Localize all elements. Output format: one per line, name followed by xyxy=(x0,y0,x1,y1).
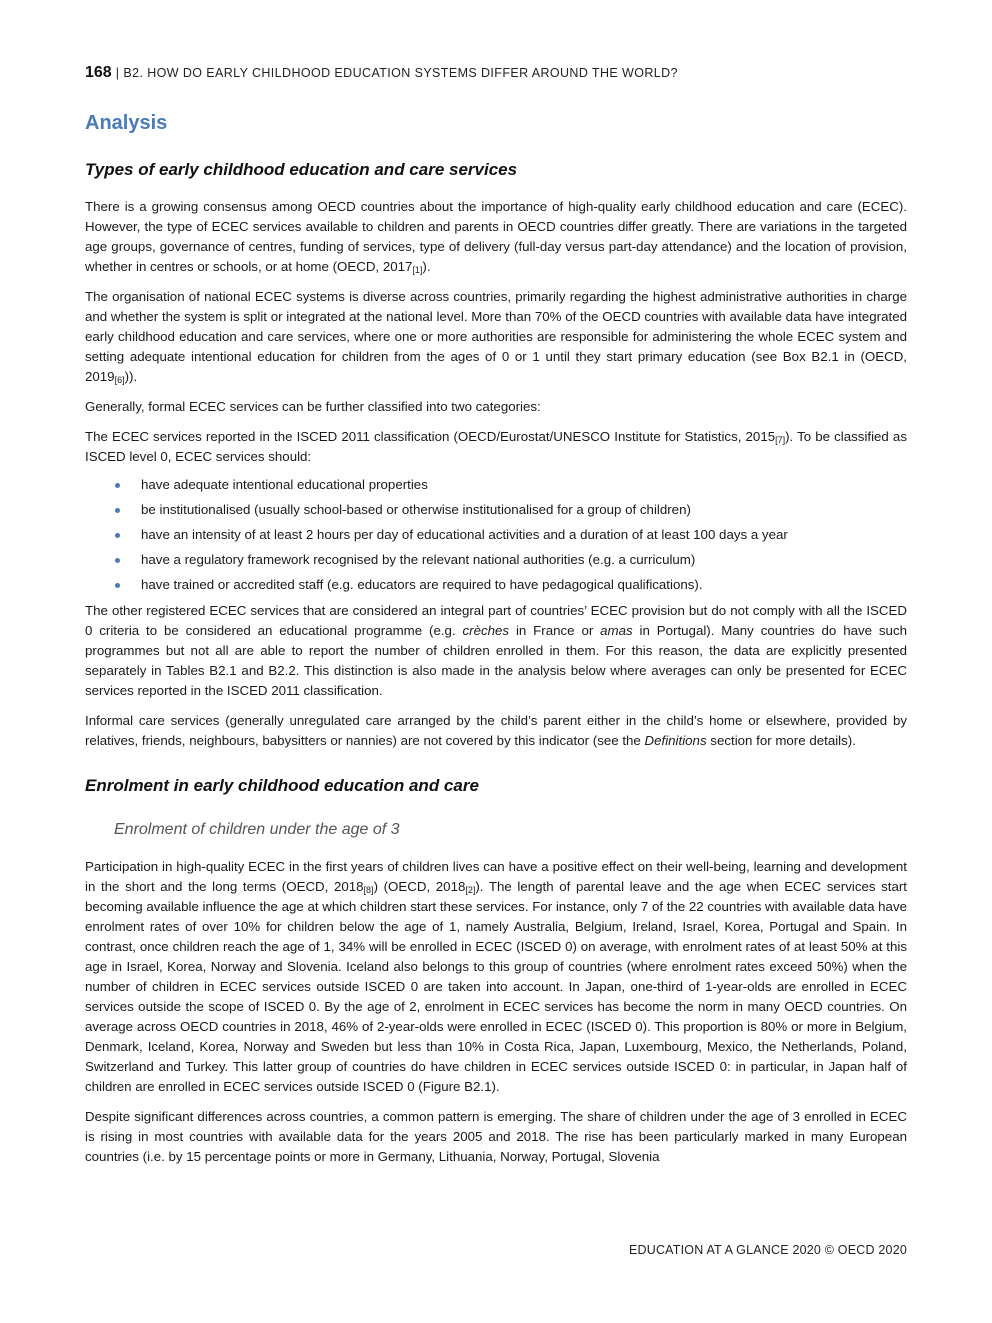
paragraph-text: There is a growing consensus among OECD countries about the importance of high-quality early childhood education and care (ECEC). However, the type of ECEC services available to children and parents in OECD countries differ greatly. There are variations in the targeted age groups, governance of centres, funding of services, type of delivery (full-day versus part-day attendance) and the location of provision, whether in centres or schools, or at home (OECD, 2017 xyxy=(85,199,907,274)
subsection-heading: Enrolment of children under the age of 3 xyxy=(114,821,400,838)
list-item-text: have trained or accredited staff (e.g. educators are required to have pedagogical qualifications). xyxy=(141,577,703,592)
section-heading-enrolment: Enrolment in early childhood education and care xyxy=(85,776,479,795)
paragraph: Generally, formal ECEC services can be further classified into two categories: xyxy=(85,399,541,414)
bullet-icon xyxy=(115,558,120,563)
bullet-icon xyxy=(115,508,120,513)
paragraph-text: section for more details). xyxy=(706,733,856,748)
paragraph xyxy=(85,287,907,387)
paragraph-text: The organisation of national ECEC systems is diverse across countries, primarily regarding the highest administrative authorities in charge and whether the system is split or integrated at the national level. More than 70% of the OECD countries with available data have integrated early childhood education and care services, where one or more authorities are responsible for administering the whole ECEC system and setting adequate intentional education for children from the ages of 0 or 1 until they start primary education (see Box B2.1 in (OECD, 2019 xyxy=(85,289,907,384)
list-item-text: have adequate intentional educational properties xyxy=(141,477,428,492)
italic-term: Definitions xyxy=(644,733,707,748)
list-item-text: have a regulatory framework recognised by the relevant national authorities (e.g. a curriculum) xyxy=(141,552,696,567)
list-item xyxy=(85,500,907,520)
list-item xyxy=(85,525,907,545)
chapter-title: B2. HOW DO EARLY CHILDHOOD EDUCATION SYSTEMS DIFFER AROUND THE WORLD? xyxy=(123,66,678,80)
analysis-heading: Analysis xyxy=(85,112,168,134)
paragraph-text: ). To be classified as ISCED level 0, ECEC services should: xyxy=(85,429,907,464)
paragraph-text: The ECEC services reported in the ISCED 2011 classification (OECD/Eurostat/UNESCO Institute for Statistics, 2015 xyxy=(85,429,776,444)
paragraph xyxy=(85,601,907,701)
list-item-text: have an intensity of at least 2 hours per day of educational activities and a duration of at least 100 days a year xyxy=(141,527,788,542)
paragraph-text: )). xyxy=(124,369,138,384)
paragraph-text: Informal care services (generally unregulated care arranged by the child’s parent either in the child’s home or elsewhere, provided by relatives, friends, neighbours, babysitters or nannies) are not covered by this indicator (see the xyxy=(85,713,907,748)
paragraph xyxy=(85,857,907,1097)
reference-link[interactable]: [7] xyxy=(775,435,786,445)
reference-link[interactable]: [8] xyxy=(363,885,374,895)
bullet-icon xyxy=(115,533,120,538)
paragraph-text: Participation in high-quality ECEC in the first years of children lives can have a positive effect on their well-being, learning and development in the short and the long terms (OECD, 2018 xyxy=(85,859,907,894)
italic-term: amas xyxy=(600,623,633,638)
paragraph-text: ). The length of parental leave and the age when ECEC services start becoming available influence the age at which children start these services. For instance, only 7 of the 22 countries with available data have enrolment rates of over 10% for children below the age of 1, namely Australia, Belgium, Ireland, Israel, Korea, Portugal and Spain. In contrast, once children reach the age of 1, 34% will be enrolled in ECEC (ISCED 0) on average, with enrolment rates of at least 50% at this age in Israel, Korea, Norway and Slovenia. Iceland also belongs to this group of countries (where enrolment rates exceed 50%) when the number of children in ECEC services outside ISCED 0 are taken into account. In Japan, one-third of 1-year-olds are enrolled in ECEC services outside the scope of ISCED 0. By the age of 2, enrolment in ECEC services has become the norm in many OECD countries. On average across OECD countries in 2018, 46% of 2-year-olds were enrolled in ECEC (ISCED 0). This proportion is 80% or more in Belgium, Denmark, Iceland, Korea, Norway and Sweden but less than 10% in Costa Rica, Japan, Luxembourg, Mexico, the Netherlands, Poland, Switzerland and Turkey. This latter group of countries do have children in ECEC services outside ISCED 0: in particular, in Japan half of children are enrolled in ECEC services outside ISCED 0 (Figure B2.1). xyxy=(85,879,908,1094)
reference-link[interactable]: [6] xyxy=(114,375,125,385)
italic-term: crèches xyxy=(462,623,510,638)
list-item xyxy=(85,575,907,595)
bullet-icon xyxy=(115,483,120,488)
bullet-icon xyxy=(115,583,120,588)
paragraph-text: ). xyxy=(422,259,431,274)
running-header xyxy=(85,62,907,84)
page-footer: EDUCATION AT A GLANCE 2020 © OECD 2020 xyxy=(628,1243,907,1257)
list-item-text: be institutionalised (usually school-based or otherwise institutionalised for a group of children) xyxy=(141,502,691,517)
page-content xyxy=(85,62,907,1167)
paragraph-text: ) (OECD, 2018 xyxy=(373,879,466,894)
page-number: 168 xyxy=(85,64,112,81)
list-item xyxy=(85,550,907,570)
section-body-types xyxy=(85,197,907,751)
reference-link[interactable]: [2] xyxy=(465,885,476,895)
criteria-list xyxy=(85,475,907,595)
paragraph xyxy=(85,711,907,751)
paragraph-text: in Portugal). Many countries do have such programmes but not all are able to report the number of children enrolled in them. For this reason, the data are explicitly presented separately in Tables B2.1 and B2.2. This distinction is also made in the analysis below where averages can only be presented for ECEC services reported in the ISCED 2011 classification. xyxy=(85,623,907,698)
section-body-enrolment xyxy=(85,857,907,1167)
paragraph-text: The other registered ECEC services that are considered an integral part of countries’ ECEC provision but do not comply with all the ISCED 0 criteria to be considered an educational programme (e.g. xyxy=(85,603,907,638)
section-heading-types: Types of early childhood education and care services xyxy=(85,160,518,179)
header-separator: | xyxy=(115,66,120,80)
reference-link[interactable]: [1] xyxy=(412,265,423,275)
paragraph-text: in France or xyxy=(509,623,601,638)
list-item xyxy=(85,475,907,495)
paragraph: Despite significant differences across countries, a common pattern is emerging. The share of children under the age of 3 enrolled in ECEC is rising in most countries with available data for the years 2005 and 2018. The rise has been particularly marked in many European countries (i.e. by 15 percentage points or more in Germany, Lithuania, Norway, Portugal, Slovenia xyxy=(85,1109,907,1164)
paragraph xyxy=(85,197,907,277)
paragraph xyxy=(85,427,907,467)
